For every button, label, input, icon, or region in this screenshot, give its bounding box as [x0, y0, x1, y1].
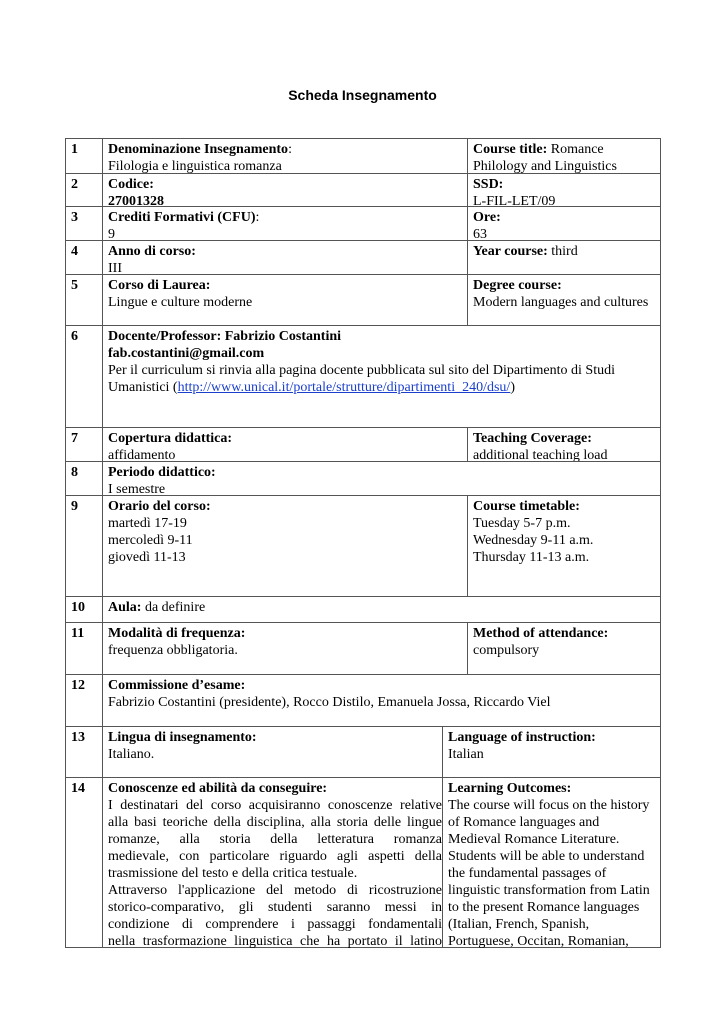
row-number: 11 — [66, 623, 103, 674]
table-row-12 — [65, 674, 661, 727]
text-segment: da definire — [141, 600, 206, 615]
cell-italian — [103, 597, 661, 622]
row-number: 2 — [66, 174, 103, 206]
text-line — [108, 379, 661, 396]
text-line — [108, 243, 467, 260]
cell-italian — [103, 778, 442, 947]
text-line — [108, 780, 442, 797]
text-segment: I destinatari del corso acquisiranno conoscenze relative — [108, 798, 442, 813]
cell-english — [467, 496, 660, 596]
text-segment: Modalità di frequenza: — [108, 626, 246, 641]
text-segment: Romance — [547, 142, 604, 157]
row-number: 4 — [66, 241, 103, 274]
text-segment: third — [547, 244, 578, 259]
cell-english — [467, 139, 660, 173]
text-line — [108, 345, 661, 362]
text-segment: fab.costantini@gmail.com — [108, 346, 265, 361]
text-segment: 27001328 — [108, 194, 164, 209]
cell-english — [467, 174, 660, 209]
text-line — [108, 209, 467, 226]
cell-english — [467, 275, 660, 325]
text-line — [473, 625, 660, 642]
text-line — [473, 277, 660, 294]
cell-italian — [103, 675, 661, 726]
text-line — [108, 899, 442, 916]
table-row-14 — [65, 777, 661, 948]
text-line — [108, 464, 661, 481]
text-line — [108, 746, 442, 763]
text-segment: additional teaching load — [473, 448, 608, 463]
text-line — [448, 814, 660, 831]
text-segment: Filologia e linguistica romanza — [108, 159, 282, 174]
text-line — [108, 532, 467, 549]
table-row-7 — [65, 427, 661, 462]
text-segment: Language of instruction: — [448, 730, 596, 745]
text-line — [473, 498, 660, 515]
row-number: 1 — [66, 139, 103, 173]
text-segment: Copertura didattica: — [108, 431, 233, 446]
text-line — [108, 294, 467, 311]
text-segment: to the present Romance languages — [448, 900, 640, 915]
text-line — [108, 176, 467, 193]
text-segment: Lingua di insegnamento: — [108, 730, 257, 745]
table-row-2 — [65, 173, 661, 207]
cell-italian — [103, 727, 442, 777]
text-segment: Ore: — [473, 210, 501, 225]
text-line — [108, 831, 442, 848]
text-line — [108, 625, 467, 642]
text-segment: (Italian, French, Spanish, — [448, 917, 590, 932]
text-line — [448, 916, 660, 933]
table-row-10 — [65, 596, 661, 623]
text-line — [108, 729, 442, 746]
cell-italian — [103, 174, 467, 209]
cell-english — [467, 623, 660, 674]
table-row-3 — [65, 206, 661, 241]
cell-italian — [103, 207, 467, 240]
text-segment: giovedì 11-13 — [108, 550, 186, 565]
text-segment: Tuesday 5-7 p.m. — [473, 516, 571, 531]
cell-english — [467, 207, 660, 240]
text-segment: frequenza obbligatoria. — [108, 643, 238, 658]
text-segment: of Romance languages and — [448, 815, 600, 830]
text-segment: Orario del corso: — [108, 499, 211, 514]
text-segment: linguistic transformation from Latin — [448, 883, 650, 898]
text-segment: I semestre — [108, 482, 166, 497]
text-segment: Modern languages and cultures — [473, 295, 649, 310]
text-segment: The course will focus on the history — [448, 798, 650, 813]
text-line — [108, 362, 661, 379]
text-line — [448, 848, 660, 865]
cell-italian — [103, 428, 467, 461]
text-line — [473, 532, 660, 549]
text-segment: compulsory — [473, 643, 540, 658]
text-segment: mercoledì 9-11 — [108, 533, 193, 548]
text-line — [108, 141, 467, 158]
page-title: Scheda Insegnamento — [288, 87, 437, 103]
cell-italian — [103, 275, 467, 325]
text-line — [108, 916, 442, 933]
text-line — [473, 141, 660, 158]
text-segment: Codice: — [108, 177, 154, 192]
cell-italian — [103, 623, 467, 674]
text-line — [108, 848, 442, 865]
text-line — [473, 294, 660, 311]
text-line — [108, 933, 442, 950]
table-row-6 — [65, 325, 661, 428]
text-segment: Students will be able to understand — [448, 849, 645, 864]
table-row-5 — [65, 274, 661, 326]
cell-english — [442, 778, 660, 947]
row-number: 13 — [66, 727, 103, 777]
text-line — [473, 243, 660, 260]
text-segment: III — [108, 261, 122, 276]
text-segment: Wednesday 9-11 a.m. — [473, 533, 594, 548]
text-segment: Conoscenze ed abilità da conseguire: — [108, 781, 328, 796]
text-segment: 9 — [108, 227, 115, 242]
table-row-4 — [65, 240, 661, 275]
table-row-9 — [65, 495, 661, 597]
text-line — [108, 515, 467, 532]
row-number: 8 — [66, 462, 103, 495]
text-segment: Commissione d’esame: — [108, 678, 246, 693]
text-segment: alla basi teoriche della disciplina, alla storia delle lingue — [108, 815, 442, 830]
text-segment: Docente/Professor: Fabrizio Costantini — [108, 329, 342, 344]
text-segment: ) — [510, 380, 515, 395]
text-line — [448, 865, 660, 882]
text-line — [108, 865, 442, 882]
row-number: 6 — [66, 326, 103, 427]
text-line — [473, 209, 660, 226]
text-line — [473, 549, 660, 566]
text-line — [448, 729, 660, 746]
text-line — [448, 797, 660, 814]
cell-italian — [103, 326, 661, 427]
text-line — [473, 430, 660, 447]
text-segment: the fundamental passages of — [448, 866, 607, 881]
text-segment: Aula: — [108, 600, 142, 615]
text-segment: Degree course: — [473, 278, 562, 293]
text-line — [448, 899, 660, 916]
table-row-8 — [65, 461, 661, 496]
table-row-11 — [65, 622, 661, 675]
text-line — [473, 515, 660, 532]
text-segment: Crediti Formativi (CFU) — [108, 210, 256, 225]
text-segment: condizione di comprendere i passaggi fondamentali — [108, 917, 442, 932]
text-segment: romanze, alla storia della letteratura romanza — [108, 832, 442, 847]
text-segment: Fabrizio Costantini (presidente), Rocco Distilo, Emanuela Jossa, Riccardo Viel — [108, 695, 551, 710]
table-row-13 — [65, 726, 661, 778]
text-line — [108, 277, 467, 294]
text-segment: Periodo didattico: — [108, 465, 216, 480]
text-segment: Medieval Romance Literature. — [448, 832, 620, 847]
text-segment: medievale, con particolare riguardo agli aspetti della — [108, 849, 442, 864]
cell-italian — [103, 496, 467, 596]
cell-english — [467, 241, 660, 274]
text-segment: nella trasformazione linguistica che ha portato il latino — [108, 934, 442, 949]
text-line — [108, 677, 661, 694]
row-number: 5 — [66, 275, 103, 325]
text-line — [473, 176, 660, 193]
text-segment: Portuguese, Occitan, Romanian, — [448, 934, 629, 949]
text-line — [448, 882, 660, 899]
text-segment: Attraverso l'applicazione del metodo di ricostruzione — [108, 883, 442, 898]
text-line — [108, 328, 661, 345]
text-segment: Learning Outcomes: — [448, 781, 572, 796]
cell-italian — [103, 241, 467, 274]
text-segment: storico-comparativo, gli studenti saranno messi in — [108, 900, 442, 915]
row-number: 14 — [66, 778, 103, 947]
text-line — [108, 797, 442, 814]
text-segment: Lingue e culture moderne — [108, 295, 253, 310]
text-segment: Per il curriculum si rinvia alla pagina docente pubblicata sul sito del Dipartimento di Studi — [108, 363, 615, 378]
text-segment: Year course: — [473, 244, 548, 259]
text-line — [473, 642, 660, 659]
cell-english — [442, 727, 660, 777]
row-number: 12 — [66, 675, 103, 726]
text-segment: : — [288, 142, 292, 157]
text-segment: Italiano. — [108, 747, 155, 762]
text-line — [108, 694, 661, 711]
row-number: 9 — [66, 496, 103, 596]
cell-italian — [103, 139, 467, 173]
text-segment: SSD: — [473, 177, 504, 192]
text-segment: Corso di Laurea: — [108, 278, 211, 293]
text-line — [108, 642, 467, 659]
row-number: 10 — [66, 597, 103, 622]
text-line — [108, 814, 442, 831]
department-link[interactable]: http://www.unical.it/portale/strutture/dipartimenti_240/dsu/ — [177, 380, 511, 395]
text-segment: Philology and Linguistics — [473, 159, 617, 174]
text-segment: Denominazione Insegnamento — [108, 142, 289, 157]
text-segment: trasmissione del testo e della critica testuale. — [108, 866, 358, 881]
text-segment: martedì 17-19 — [108, 516, 187, 531]
text-segment: Course title: — [473, 142, 548, 157]
table-row-1 — [65, 138, 661, 174]
text-line — [448, 746, 660, 763]
text-segment: Anno di corso: — [108, 244, 196, 259]
text-segment: 63 — [473, 227, 487, 242]
text-line — [108, 430, 467, 447]
text-segment: affidamento — [108, 448, 176, 463]
text-segment: Method of attendance: — [473, 626, 609, 641]
cell-italian — [103, 462, 661, 495]
row-number: 7 — [66, 428, 103, 461]
text-segment: Course timetable: — [473, 499, 580, 514]
text-line — [108, 882, 442, 899]
text-line — [448, 780, 660, 797]
text-segment: : — [255, 210, 260, 225]
text-segment: Umanistici ( — [108, 380, 178, 395]
text-line — [108, 498, 467, 515]
text-segment: Thursday 11-13 a.m. — [473, 550, 590, 565]
text-line — [108, 599, 661, 616]
text-line — [448, 831, 660, 848]
text-segment: Teaching Coverage: — [473, 431, 592, 446]
text-segment: L-FIL-LET/09 — [473, 194, 556, 209]
text-line — [108, 549, 467, 566]
text-segment: Italian — [448, 747, 484, 762]
text-line — [448, 933, 660, 950]
row-number: 3 — [66, 207, 103, 240]
cell-english — [467, 428, 660, 461]
